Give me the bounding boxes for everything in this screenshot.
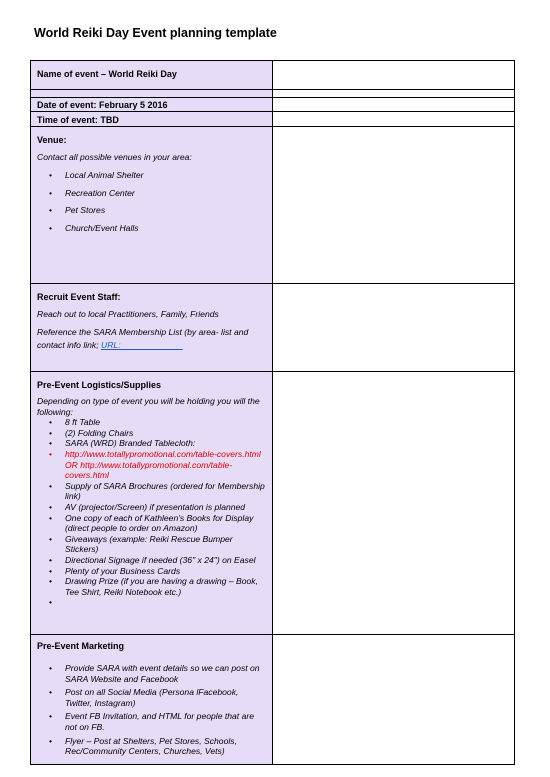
table-row bbox=[31, 61, 515, 90]
logistics-intro: Depending on type of event you will be holding you will the following: bbox=[37, 396, 260, 417]
table-row bbox=[31, 635, 515, 765]
venue-list bbox=[31, 170, 272, 233]
list-item: • 8 ft Table bbox=[31, 417, 272, 428]
event-date-field[interactable] bbox=[273, 98, 515, 112]
page-title: World Reiki Day Event planning template bbox=[34, 26, 277, 40]
event-name-label: Name of event – World Reiki Day bbox=[37, 69, 177, 79]
logistics-list bbox=[31, 417, 272, 607]
list-item: • Recreation Center bbox=[31, 188, 272, 199]
name-label-cell bbox=[31, 61, 273, 90]
table-row bbox=[31, 98, 515, 112]
tablecloth-link[interactable]: • http://www.totallypromotional.com/table-covers.html OR http://www.totallypromotional.com/table-covers.html bbox=[31, 449, 272, 481]
list-item: • Event FB Invitation, and HTML for people that are not on FB. bbox=[31, 711, 272, 732]
marketing-list bbox=[31, 663, 272, 757]
venue-notes-field[interactable] bbox=[273, 127, 515, 284]
marketing-cell bbox=[31, 635, 273, 765]
staff-heading: Recruit Event Staff: bbox=[37, 292, 121, 302]
event-name-field[interactable] bbox=[273, 61, 515, 90]
planning-table bbox=[30, 60, 515, 765]
date-label-cell bbox=[31, 98, 273, 112]
spacer-cell bbox=[31, 90, 273, 98]
list-item: • Provide SARA with event details so we can post on SARA Website and Facebook bbox=[31, 663, 272, 684]
list-item: • Local Animal Shelter bbox=[31, 170, 272, 181]
list-item: • Church/Event Halls bbox=[31, 223, 272, 234]
list-item: • Giveaways (example: Reiki Rescue Bumper Stickers) bbox=[31, 534, 272, 555]
list-item: • (2) Folding Chairs bbox=[31, 428, 272, 439]
list-item: • Supply of SARA Brochures (ordered for Membership link) bbox=[31, 481, 272, 502]
list-item: • Post on all Social Media (Persona lFacebook, Twitter, Instagram) bbox=[31, 687, 272, 708]
list-item: • AV (projector/Screen) if presentation is planned bbox=[31, 502, 272, 513]
table-row bbox=[31, 112, 515, 127]
list-item: • Directional Signage if needed (36" x 24") on Easel bbox=[31, 555, 272, 566]
staff-reference-text: Reference the SARA Membership List (by area- list and contact info link; bbox=[37, 327, 249, 350]
venue-cell bbox=[31, 127, 273, 284]
membership-list-link[interactable]: URL: bbox=[101, 340, 183, 350]
table-row bbox=[31, 284, 515, 372]
staff-cell bbox=[31, 284, 273, 372]
list-item: • Plenty of your Business Cards bbox=[31, 566, 272, 577]
staff-notes-field[interactable] bbox=[273, 284, 515, 372]
list-item: • Drawing Prize (if you are having a drawing – Book, Tee Shirt, Reiki Notebook etc.) bbox=[31, 576, 272, 597]
table-row bbox=[31, 372, 515, 635]
list-item: • One copy of each of Kathleen's Books for Display (direct people to order on Amazon) bbox=[31, 513, 272, 534]
list-item: • SARA (WRD) Branded Tablecloth: bbox=[31, 438, 272, 449]
table-row bbox=[31, 90, 515, 98]
spacer-cell bbox=[273, 90, 515, 98]
logistics-notes-field[interactable] bbox=[273, 372, 515, 635]
staff-line: Reach out to local Practitioners, Family, Friends bbox=[37, 309, 219, 319]
event-date-label: Date of event: February 5 2016 bbox=[37, 100, 168, 110]
list-item: • Pet Stores bbox=[31, 205, 272, 216]
table-row bbox=[31, 127, 515, 284]
venue-heading: Venue: bbox=[37, 135, 67, 145]
venue-intro: Contact all possible venues in your area: bbox=[37, 152, 192, 162]
event-time-label: Time of event: TBD bbox=[37, 115, 119, 125]
staff-reference bbox=[31, 326, 272, 352]
list-item: • Flyer – Post at Shelters, Pet Stores, Schools, Rec/Community Centers, Churches, Vets) bbox=[31, 736, 272, 757]
logistics-heading: Pre-Event Logistics/Supplies bbox=[37, 380, 162, 390]
time-label-cell bbox=[31, 112, 273, 127]
list-item bbox=[31, 597, 272, 607]
logistics-cell bbox=[31, 372, 273, 635]
marketing-heading: Pre-Event Marketing bbox=[37, 641, 125, 651]
event-time-field[interactable] bbox=[273, 112, 515, 127]
marketing-notes-field[interactable] bbox=[273, 635, 515, 765]
